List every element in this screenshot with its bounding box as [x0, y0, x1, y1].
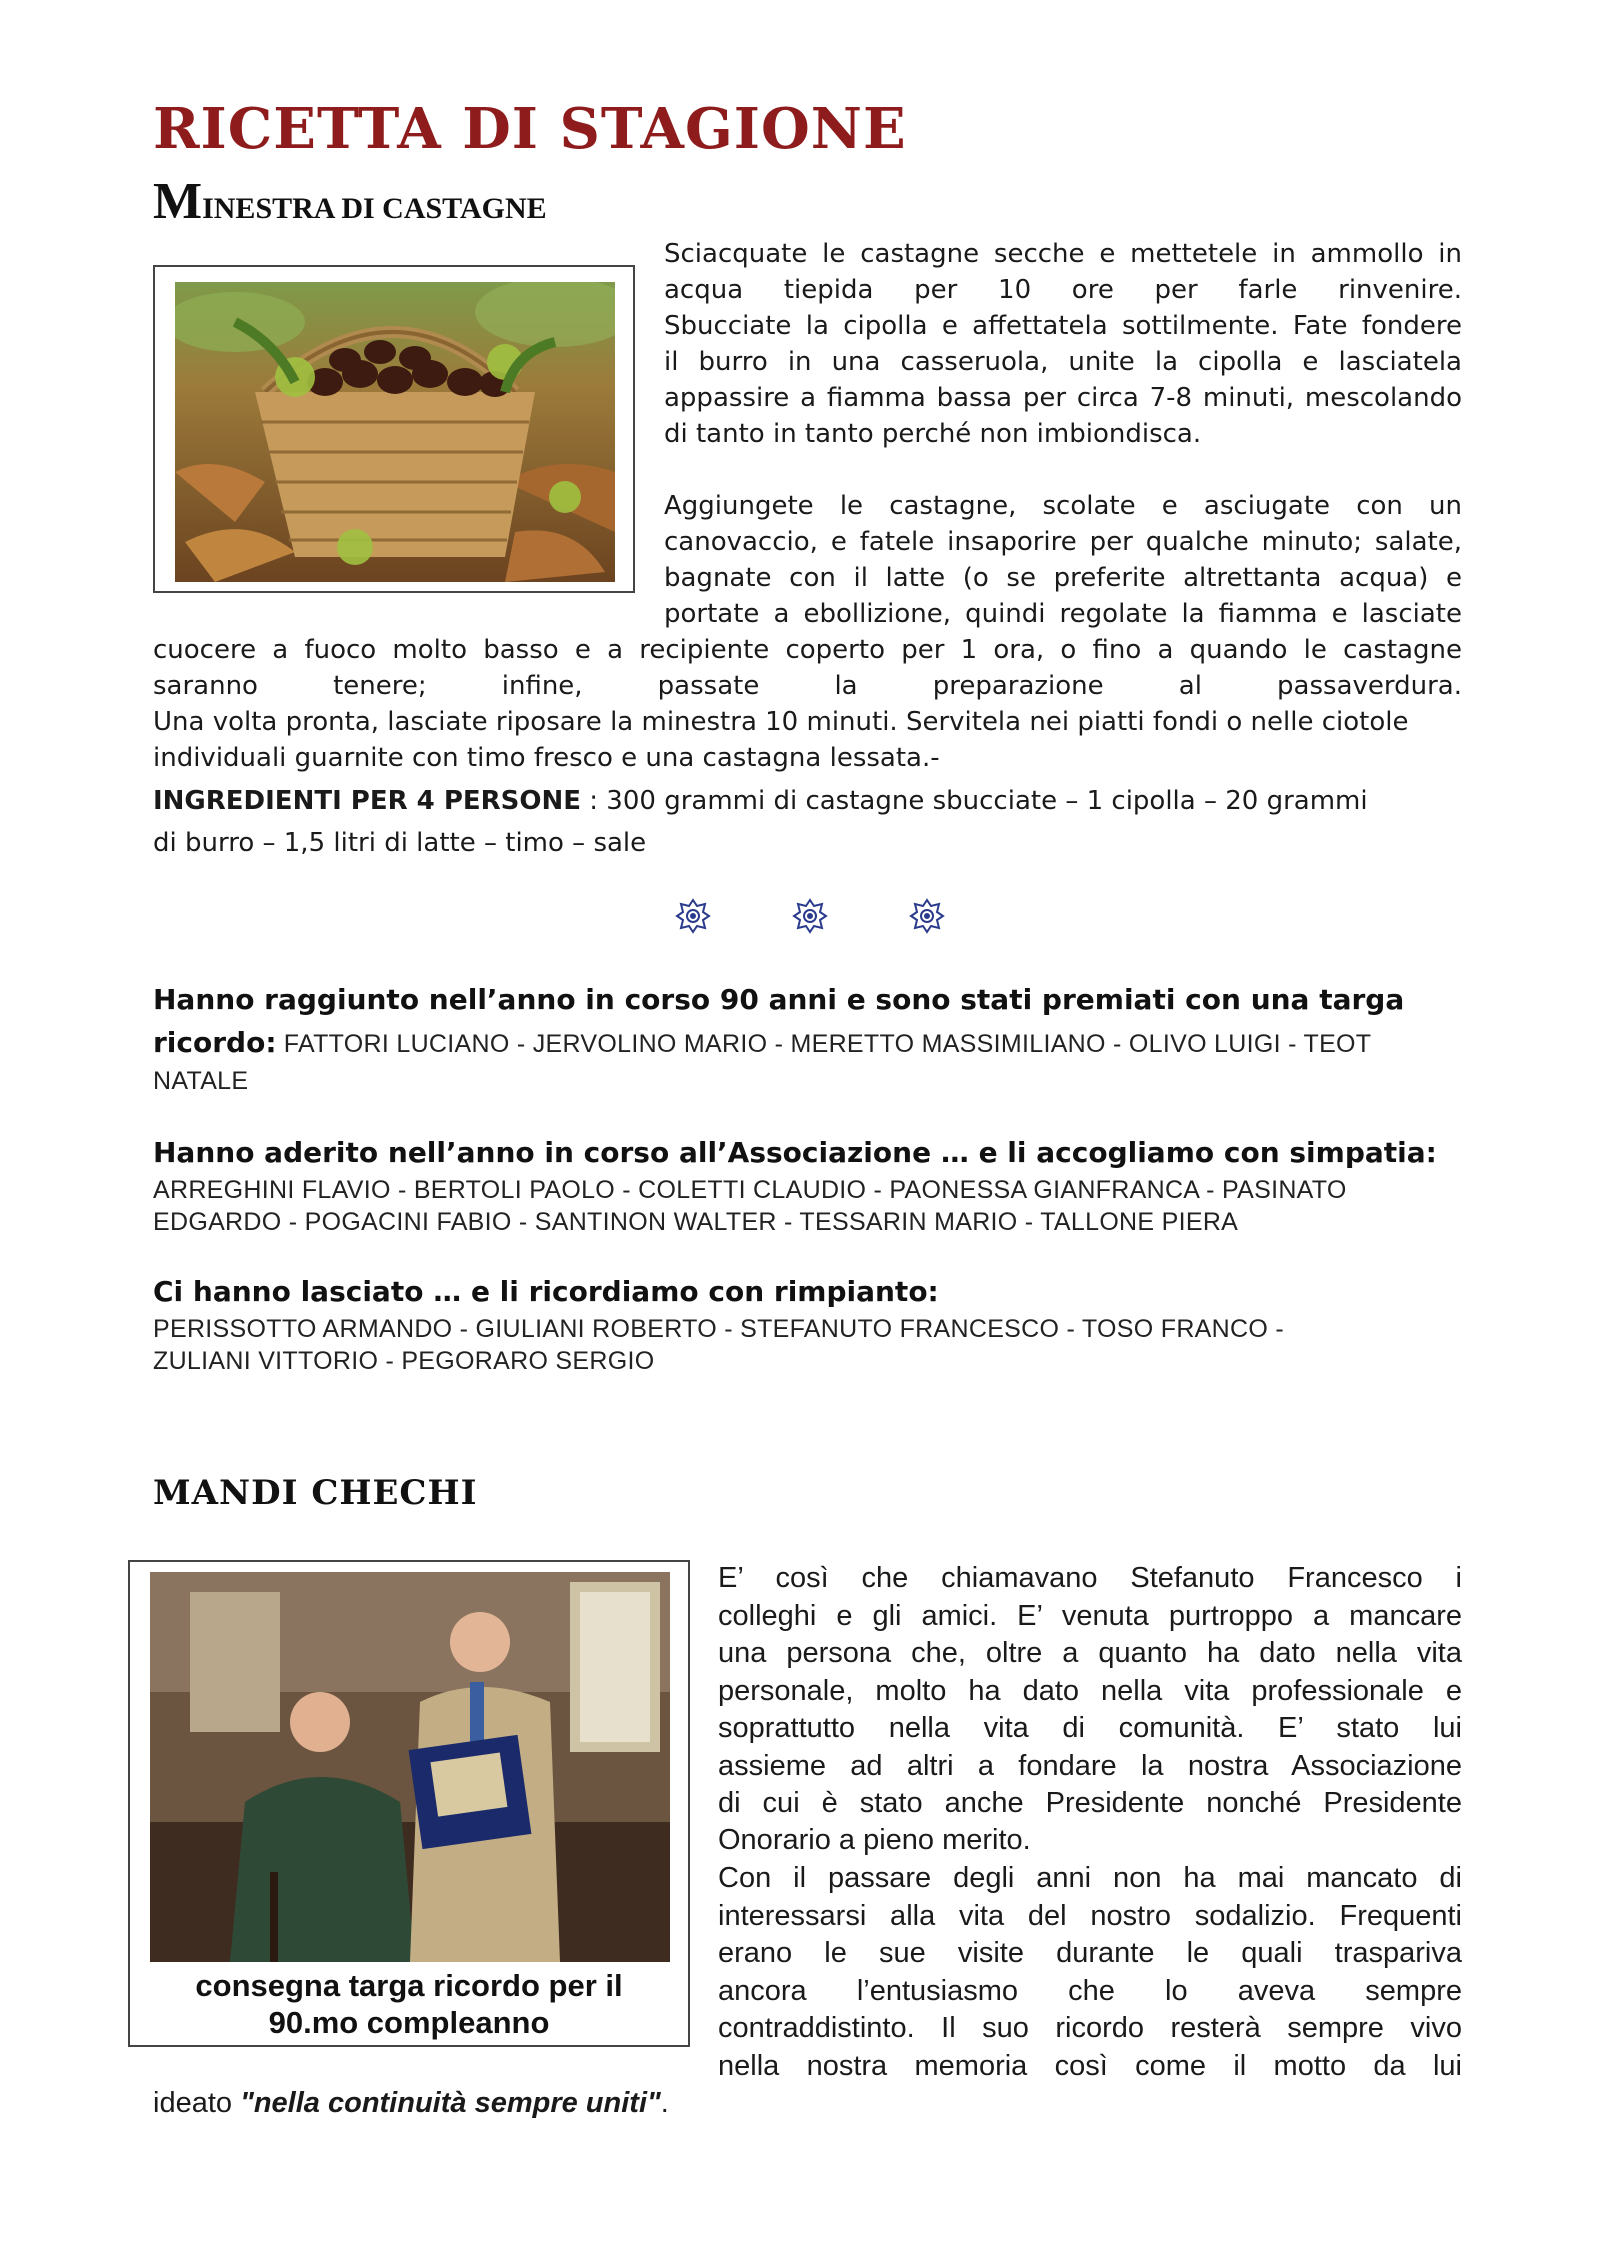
recipe-line: Sciacquate le castagne secche e mettetele in ammollo in	[664, 239, 1462, 269]
mandi-line: personale, molto ha dato nella vita professionale e	[718, 1674, 1462, 1707]
recipe-line: individuali guarnite con timo fresco e una castagna lessata.-	[153, 743, 940, 773]
award-photo-frame	[128, 1560, 690, 2047]
chestnut-basket-photo	[175, 282, 615, 582]
mandi-last-suffix: .	[660, 2087, 669, 2119]
mandi-line: contraddistinto. Il suo ricordo resterà sempre vivo	[718, 2012, 1462, 2044]
mandi-last-line	[153, 2085, 669, 2123]
ingredients-text: : 300 grammi di castagne sbucciate – 1 cipolla – 20 grammi	[581, 786, 1368, 816]
recipe-line: Sbucciate la cipolla e affettatela sottilmente. Fate fondere	[664, 311, 1462, 341]
recipe-line: Aggiungete le castagne, scolate e asciugate con un	[664, 491, 1462, 521]
recipe-line: bagnate con il latte (o se preferite altrettanta acqua) e	[664, 563, 1462, 593]
motto: "nella continuità sempre uniti"	[240, 2087, 661, 2119]
mandi-line: Onorario a pieno merito.	[718, 1824, 1031, 1856]
mandi-last-prefix: ideato	[153, 2087, 241, 2119]
mandi-line: soprattutto nella vita di comunità. E’ stato lui	[718, 1712, 1462, 1744]
mandi-line: una persona che, oltre a quanto ha dato nella vita	[718, 1637, 1462, 1669]
new-members-names-2: EDGARDO - POGACINI FABIO - SANTINON WALTER - TESSARIN MARIO - TALLONE PIERA	[153, 1208, 1239, 1236]
departed-heading: Ci hanno lasciato … e li ricordiamo con rimpianto:	[153, 1275, 939, 1308]
mandi-line: Con il passare degli anni non ha mai mancato di	[718, 1862, 1462, 1894]
ornament-icon	[675, 898, 711, 934]
new-members-names: ARREGHINI FLAVIO - BERTOLI PAOLO - COLETTI CLAUDIO - PAONESSA GIANFRANCA - PASINATO	[153, 1176, 1347, 1204]
mandi-line: interessarsi alla vita del nostro sodalizio. Frequenti	[718, 1899, 1462, 1932]
mandi-title: MANDI CHECHI	[153, 1473, 478, 1513]
recipe-title	[153, 172, 547, 231]
recipe-line: acqua tiepida per 10 ore per farle rinvenire.	[664, 275, 1462, 305]
mandi-paragraph-2	[718, 1860, 1462, 2085]
ninety-heading: Hanno raggiunto nell’anno in corso 90 anni e sono stati premiati con una targa	[153, 983, 1405, 1016]
departed-names-2: ZULIANI VITTORIO - PEGORARO SERGIO	[153, 1347, 655, 1375]
photo-caption	[130, 1967, 688, 2041]
recipe-line: il burro in una casseruola, unite la cipolla e lasciatela	[664, 347, 1462, 377]
page-title: RICETTA DI STAGIONE	[153, 96, 907, 162]
recipe-line: saranno tenere; infine, passate la preparazione al passaverdura.	[153, 671, 1462, 701]
mandi-line: erano le sue visite durante le quali traspariva	[718, 1937, 1462, 1969]
recipe-line: cuocere a fuoco molto basso e a recipiente coperto per 1 ora, o fino a quando le castagne	[153, 635, 1462, 665]
recipe-line: Una volta pronta, lasciate riposare la minestra 10 minuti. Servitela nei piatti fondi o nelle ciotole	[153, 707, 1409, 737]
ingredients-label: INGREDIENTI PER 4 PERSONE	[153, 786, 582, 816]
departed-names: PERISSOTTO ARMANDO - GIULIANI ROBERTO - STEFANUTO FRANCESCO - TOSO FRANCO -	[153, 1315, 1284, 1343]
ninety-heading-end: ricordo:	[153, 1026, 277, 1059]
recipe-paragraph-2	[664, 488, 1462, 632]
mandi-line: E’ così che chiamavano Stefanuto Francesco i	[718, 1562, 1462, 1594]
photo-caption-line: consegna targa ricordo per il	[195, 1968, 623, 2003]
ninety-names-row	[153, 1026, 1371, 1060]
new-members-heading: Hanno aderito nell’anno in corso all’Associazione … e li accogliamo con simpatia:	[153, 1136, 1437, 1169]
chestnut-photo-frame	[153, 265, 635, 593]
ninety-names-2: NATALE	[153, 1067, 249, 1095]
ingredients-line	[153, 783, 1368, 819]
recipe-line: canovaccio, e fatele insaporire per qualche minuto; salate,	[664, 527, 1462, 557]
recipe-paragraph-2-cont	[153, 632, 1462, 704]
recipe-line: appassire a fiamma bassa per circa 7-8 minuti, mescolando	[664, 383, 1462, 413]
mandi-line: assieme ad altri a fondare la nostra Associazione	[718, 1749, 1462, 1782]
ingredients-text-2: di burro – 1,5 litri di latte – timo – sale	[153, 828, 647, 858]
award-photo	[150, 1572, 670, 1962]
mandi-paragraph-1	[718, 1560, 1462, 1823]
ninety-names: FATTORI LUCIANO - JERVOLINO MARIO - MERETTO MASSIMILIANO - OLIVO LUIGI - TEOT	[276, 1030, 1372, 1058]
recipe-paragraph-1	[664, 236, 1462, 416]
recipe-title-initial: M	[153, 173, 203, 230]
mandi-line: colleghi e gli amici. E’ venuta purtroppo a mancare	[718, 1599, 1462, 1632]
ornament-icon	[792, 898, 828, 934]
recipe-line: portate a ebollizione, quindi regolate la fiamma e lasciate	[664, 599, 1462, 629]
mandi-line: ancora l’entusiasmo che lo aveva sempre	[718, 1974, 1462, 2007]
ornament-divider	[675, 898, 945, 934]
ornament-icon	[909, 898, 945, 934]
photo-caption-line: 90.mo compleanno	[268, 2005, 550, 2040]
mandi-line: nella nostra memoria così come il motto da lui	[718, 2049, 1462, 2082]
recipe-line: di tanto in tanto perché non imbiondisca.	[664, 419, 1202, 449]
recipe-title-rest: INESTRA DI CASTAGNE	[202, 192, 547, 225]
mandi-line: di cui è stato anche Presidente nonché Presidente	[718, 1787, 1462, 1819]
